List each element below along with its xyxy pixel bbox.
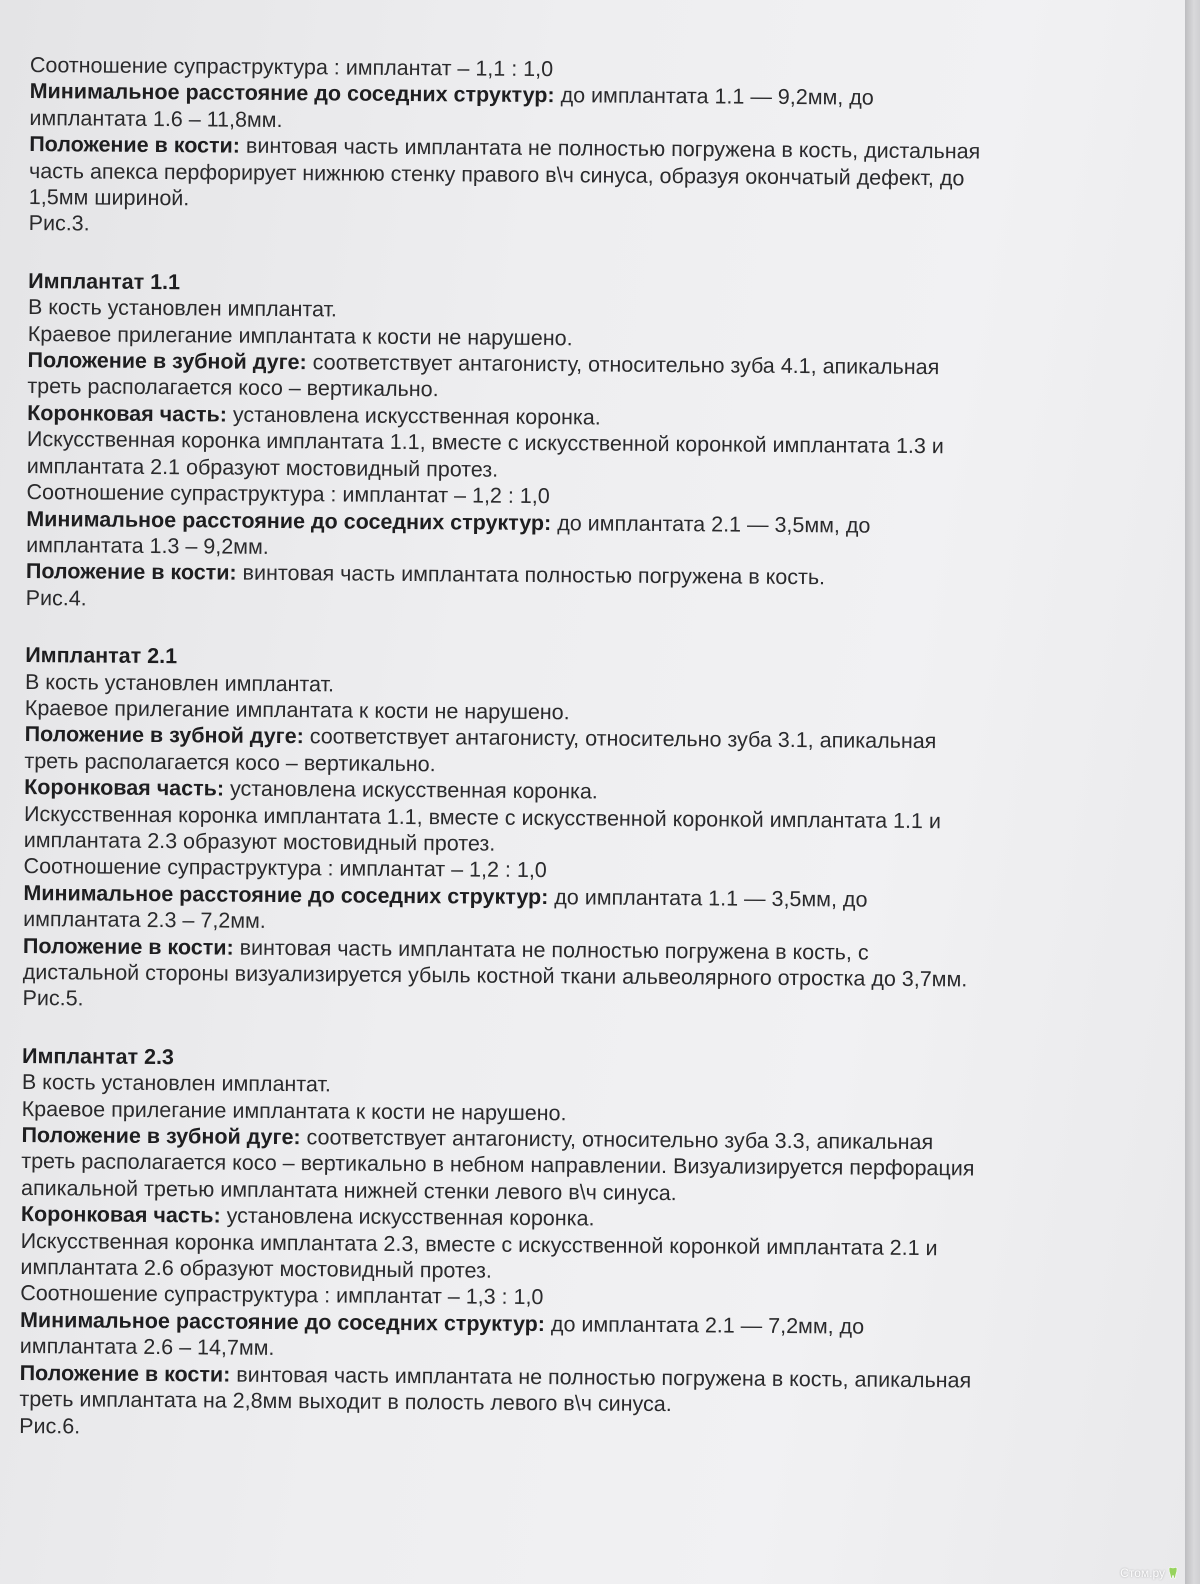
text-line: Соотношение супраструктура : имплантат – 1,2 : 1,0: [23, 854, 547, 883]
text-line: Коронковая часть: установлена искусственная коронка.: [20, 1202, 595, 1231]
text-line: Минимальное расстояние до соседних структур: до имплантата 1.1 — 3,5мм, до: [23, 880, 868, 912]
text-line: дистальной стороны визуализируется убыль костной ткани альвеолярного отростка до 3,7мм.: [22, 959, 968, 992]
text-line: Положение в кости: винтовая часть имплантата не полностью погружена в кость, дистальная: [29, 132, 981, 164]
text-line: Соотношение супраструктура : имплантат – 1,1 : 1,0: [29, 52, 554, 82]
site-watermark: [1120, 1566, 1178, 1580]
text-line: В кость установлен имплантат.: [24, 669, 335, 696]
text-line: Коронковая часть: установлена искусственная коронка.: [24, 775, 598, 804]
figure-reference: Рис.4.: [25, 585, 87, 611]
text-line: имплантата 2.1 образуют мостовидный протез.: [26, 453, 499, 482]
watermark-text: Стом.ру: [1120, 1566, 1165, 1580]
section-implant-2-1: [22, 642, 1125, 1020]
text-line: треть располагается косо – вертикально.: [24, 748, 436, 776]
page-edge: [1185, 0, 1200, 1584]
text-line: имплантата 2.6 образуют мостовидный протез.: [20, 1255, 492, 1283]
text-line: часть апекса перфорирует нижнюю стенку правого в\ч синуса, образуя окончатый дефект, до: [28, 158, 965, 190]
intro-block: [29, 52, 1130, 245]
text-line: Соотношение супраструктура : имплантат – 1,2 : 1,0: [26, 480, 550, 509]
text-line: Искусственная коронка имплантата 1.1, вместе с искусственной коронкой имплантата 1.1 и: [23, 801, 942, 833]
tooth-shape: [1169, 1567, 1177, 1578]
text-line: имплантата 2.3 образуют мостовидный протез.: [23, 827, 496, 856]
document-body: [19, 52, 1130, 1448]
text-line: Положение в зубной дуге: соответствует антагонисту, относительно зуба 3.3, апикальная: [21, 1122, 934, 1155]
section-title: Имплантат 1.1: [28, 268, 181, 295]
text-line: апикальной третью имплантата нижней стенки левого в\ч синуса.: [20, 1175, 677, 1205]
text-line: В кость установлен имплантат.: [27, 295, 338, 322]
text-line: Искусственная коронка имплантата 2.3, вместе с искусственной коронкой имплантата 2.1 и: [20, 1228, 938, 1260]
figure-reference: Рис.6.: [19, 1413, 81, 1438]
section-implant-1-1: [26, 268, 1129, 620]
text-line: Положение в кости: винтовая часть имплантата полностью погружена в кость.: [25, 559, 826, 590]
text-line: Искусственная коронка имплантата 1.1, вместе с искусственной коронкой имплантата 1.3 и: [26, 427, 944, 459]
text-line: Краевое прилегание имплантата к кости не нарушено.: [27, 321, 573, 350]
text-line: Минимальное расстояние до соседних структур: до имплантата 2.1 — 3,5мм, до: [26, 506, 871, 538]
section-implant-2-3: [19, 1043, 1122, 1448]
text-line: Краевое прилегание имплантата к кости не нарушено.: [24, 695, 570, 725]
figure-reference: Рис.3.: [28, 211, 90, 236]
text-line: имплантата 2.3 – 7,2мм.: [23, 907, 266, 934]
text-line: Коронковая часть: установлена искусственная коронка.: [27, 400, 601, 430]
figure-reference: Рис.5.: [22, 986, 84, 1011]
text-line: треть располагается косо – вертикально в небном направлении. Визуализируется перфорация: [21, 1149, 975, 1181]
text-line: Положение в кости: винтовая часть имплантата не полностью погружена в кость, с: [22, 933, 869, 965]
text-line: Краевое прилегание имплантата к кости не нарушено.: [21, 1096, 567, 1125]
text-line: треть располагается косо – вертикально.: [27, 374, 439, 402]
text-line: имплантата 2.6 – 14,7мм.: [19, 1334, 275, 1361]
text-line: В кость установлен имплантат.: [21, 1070, 331, 1097]
text-line: треть имплантата на 2,8мм выходит в полость левого в\ч синуса.: [19, 1387, 672, 1417]
text-line: Минимальное расстояние до соседних структур: до имплантата 2.1 — 7,2мм, до: [19, 1307, 865, 1339]
text-line: Положение в зубной дуге: соответствует антагонисту, относительно зуба 4.1, апикальная: [27, 348, 940, 380]
tooth-icon: [1168, 1567, 1178, 1579]
text-line: Минимальное расстояние до соседних структур: до имплантата 1.1 — 9,2мм, до: [29, 79, 874, 111]
text-line: Положение в кости: винтовая часть имплантата не полностью погружена в кость, апикальная: [19, 1360, 972, 1393]
text-line: имплантата 1.6 – 11,8мм.: [29, 105, 283, 132]
text-line: имплантата 1.3 – 9,2мм.: [26, 532, 269, 559]
text-line: Соотношение супраструктура : имплантат – 1,3 : 1,0: [20, 1281, 544, 1310]
text-line: Положение в зубной дуге: соответствует антагонисту, относительно зуба 3.1, апикальная: [24, 722, 937, 754]
section-title: Имплантат 2.1: [25, 643, 178, 669]
section-title: Имплантат 2.3: [22, 1043, 175, 1069]
text-line: 1,5мм шириной.: [28, 185, 190, 211]
